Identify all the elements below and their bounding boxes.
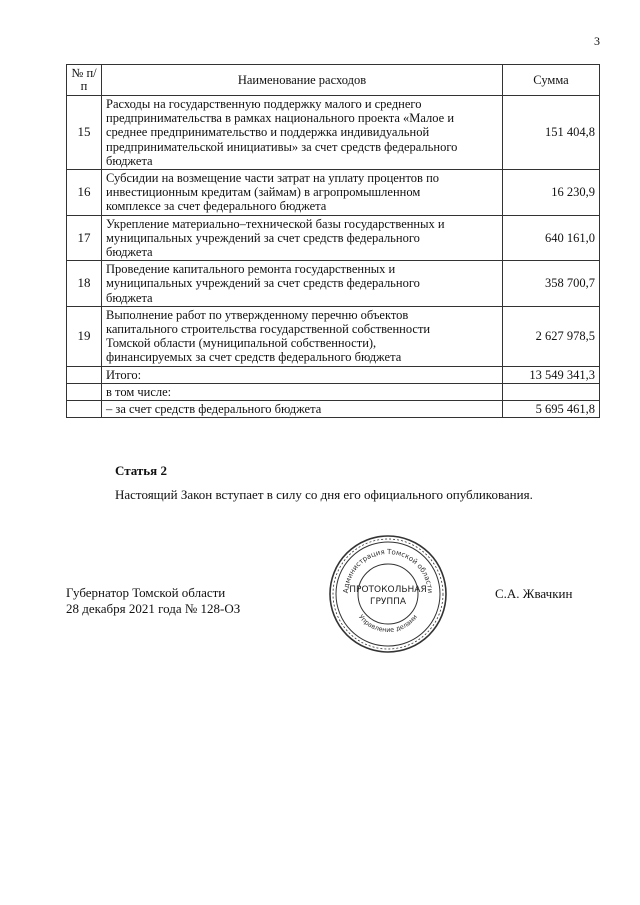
expenses-table <box>66 64 600 418</box>
table-row <box>67 215 600 261</box>
including-empty-sum <box>503 383 600 400</box>
total-empty-cell <box>67 366 102 383</box>
row-name-line: муниципальных учреждений за счет средств федерального <box>106 230 420 245</box>
row-number: 18 <box>67 261 102 307</box>
row-name-line: бюджета <box>106 153 153 168</box>
row-number: 19 <box>67 306 102 366</box>
row-name-line: среднее предпринимательство и поддержка индивидуальной <box>106 125 430 140</box>
row-sum: 358 700,7 <box>503 261 600 307</box>
header-sum: Сумма <box>503 65 600 96</box>
article-text: Настоящий Закон вступает в силу со дня его официального опубликования. <box>115 487 533 502</box>
row-name-line: Выполнение работ по утвержденному перечню объектов <box>106 307 409 322</box>
row-name-line: Укрепление материально–технической базы государственных и <box>106 216 445 231</box>
total-label: Итого: <box>102 366 503 383</box>
federal-sum: 5 695 461,8 <box>503 401 600 418</box>
row-name-line: муниципальных учреждений за счет средств федерального <box>106 276 420 291</box>
row-name-line: предпринимательской инициативы» за счет средств федерального <box>106 139 458 154</box>
row-name-line: комплексе за счет федерального бюджета <box>106 199 327 214</box>
article-title: Статья 2 <box>115 463 167 478</box>
row-number: 15 <box>67 96 102 170</box>
table-row <box>67 261 600 307</box>
row-sum: 151 404,8 <box>503 96 600 170</box>
row-name <box>102 215 503 261</box>
stamp-inner-line2: ГРУППА <box>369 597 407 607</box>
governor-name: С.А. Жвачкин <box>495 586 573 601</box>
row-sum: 640 161,0 <box>503 215 600 261</box>
row-name-line: Томской области (муниципальной собственности), <box>106 336 377 351</box>
governor-position: Губернатор Томской области <box>66 585 226 600</box>
including-row <box>67 383 600 400</box>
stamp-inner-line1: ПРОТОКОЛЬНАЯ <box>349 585 427 595</box>
row-name <box>102 96 503 170</box>
row-sum: 2 627 978,5 <box>503 306 600 366</box>
row-sum: 16 230,9 <box>503 170 600 216</box>
row-name-line: Субсидии на возмещение части затрат на уплату процентов по <box>106 171 440 186</box>
row-number: 17 <box>67 215 102 261</box>
row-name-line: капитального строительства государственной собственности <box>106 322 431 337</box>
federal-empty-cell <box>67 401 102 418</box>
table-row <box>67 306 600 366</box>
header-num: № п/п <box>67 65 102 96</box>
row-name <box>102 170 503 216</box>
row-name-line: Расходы на государственную поддержку малого и среднего <box>106 97 422 111</box>
including-empty-cell <box>67 383 102 400</box>
row-name-line: бюджета <box>106 245 153 260</box>
table-header-row <box>67 65 600 96</box>
header-name: Наименование расходов <box>102 65 503 96</box>
row-number: 16 <box>67 170 102 216</box>
row-name-line: инвестиционным кредитам (займам) в агропромышленном <box>106 185 421 200</box>
stamp-outer-bottom: Управление делами <box>356 613 420 635</box>
row-name-line: финансируемых за счет средств федерального бюджета <box>106 350 402 365</box>
federal-row <box>67 401 600 418</box>
table-body <box>67 96 600 367</box>
including-label: в том числе: <box>102 383 503 400</box>
law-date-number: 28 декабря 2021 года № 128-ОЗ <box>66 601 241 616</box>
table-row <box>67 96 600 170</box>
official-stamp <box>326 532 450 656</box>
federal-label: – за счет средств федерального бюджета <box>102 401 503 418</box>
row-name <box>102 306 503 366</box>
total-row <box>67 366 600 383</box>
row-name-line: предпринимательства в рамках национального проекта «Малое и <box>106 111 455 126</box>
row-name-line: Проведение капитального ремонта государственных и <box>106 262 396 277</box>
page-number: 3 <box>594 34 600 48</box>
table-row <box>67 170 600 216</box>
total-sum: 13 549 341,3 <box>503 366 600 383</box>
row-name-line: бюджета <box>106 290 153 305</box>
stamp-outer-top: Администрация Томской области <box>341 547 435 594</box>
row-name <box>102 261 503 307</box>
